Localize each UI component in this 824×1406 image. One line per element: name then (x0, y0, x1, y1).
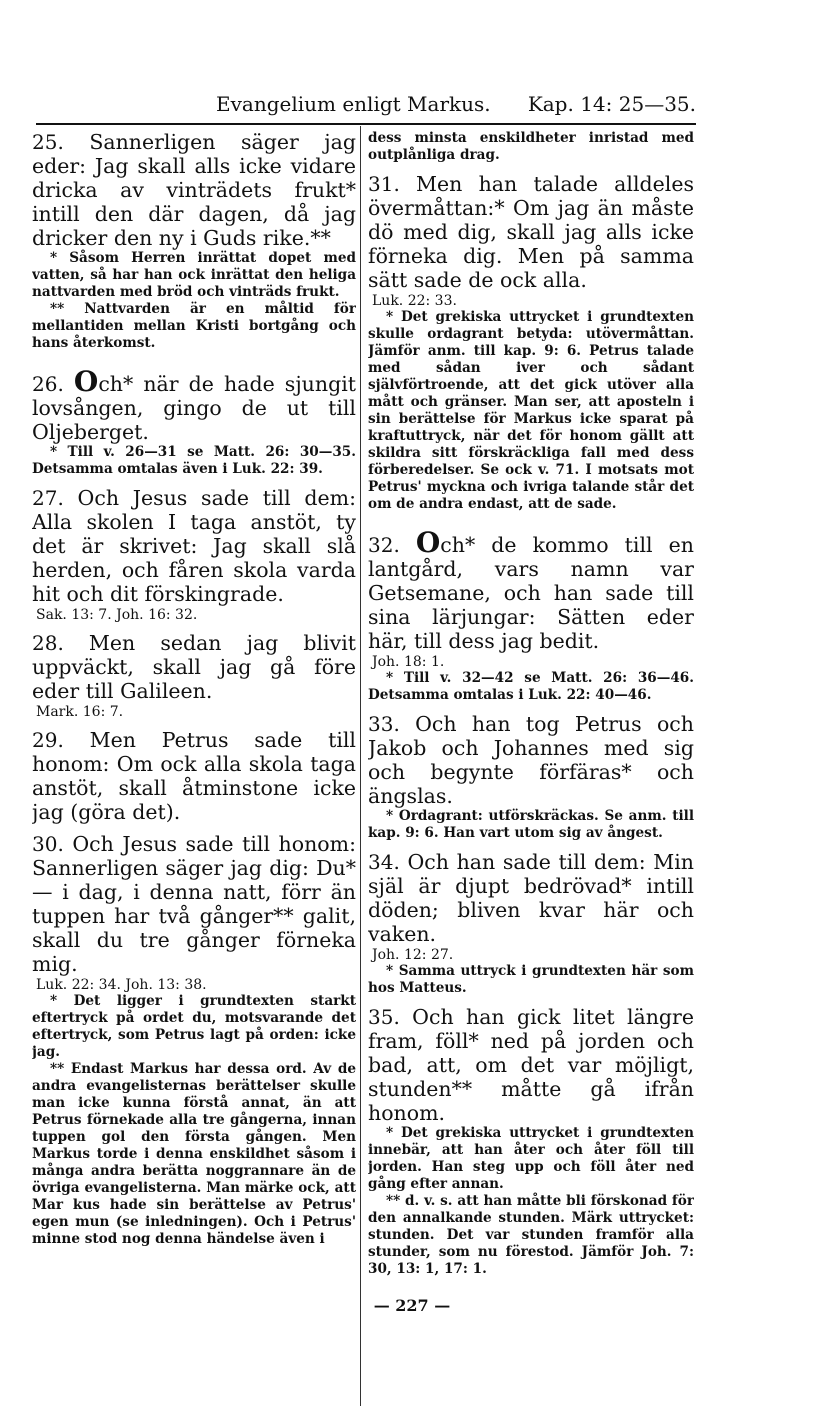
verse-number: 31. (368, 172, 400, 196)
page-number: — 227 — (373, 1296, 451, 1315)
cross-reference: Joh. 18: 1. (372, 654, 445, 670)
chapter-reference: Kap. 14: 25—35. (527, 92, 696, 116)
footnote: * Det grekiska uttrycket i grundtexten skulle ordagrant betyda: utövermåttan. Jämför anm. till kap. 9: 6. Petrus talade med sådan iver och sådant självförtroende, att det gick utöver alla mått och gränser. Man ser, att aposteln i sin berättelse för Markus icke sparat på kraftuttryck, när det för honom gällt att skildra sitt förskräckliga fall med dess förberedelser. Se ock v. 71. I motsats mot Petrus' myckna och ivriga talande står det om de andra endast, att de sade. (368, 309, 694, 512)
verse-text: Men han talade alldeles övermåttan:* Om jag än måste dö med dig, skall jag alls icke förneka dig. Men på samma sätt sade de ock alla. (368, 172, 694, 292)
verse-text: Sannerligen säger jag eder: Jag skall alls icke vidare dricka av vinträdets frukt* intill den där dagen, då jag dricker den ny i Guds rike.** (32, 130, 356, 250)
column-divider (360, 126, 361, 1406)
footnote: ** d. v. s. att han måtte bli förskonad för den annalkande stunden. Märk uttrycket: stunden. Det var stunden framför alla stunder, som nu förestod. Jämför Joh. 7: 30, 13: 1, 17: 1. (368, 1193, 694, 1277)
footnote: * Till v. 26—31 se Matt. 26: 30—35. Detsamma omtalas även i Luk. 22: 39. (32, 444, 356, 477)
verse-29 (32, 728, 356, 824)
verse-number: 29. (32, 728, 64, 752)
footnote: * Samma uttryck i grundtexten här som hos Matteus. (368, 963, 694, 996)
verse-34 (368, 850, 694, 946)
verse-text: Och han sade till dem: Min själ är djupt bedrövad* intill döden; bliven kvar här och vaken. (368, 850, 694, 946)
running-header (36, 90, 696, 124)
verse-text: Och han gick litet längre fram, föll* ned på jorden och bad, att, om det var möjligt, stunden** måtte gå ifrån honom. (368, 1005, 694, 1125)
footnote: * Ordagrant: utförskräckas. Se anm. till kap. 9: 6. Han vart utom sig av ångest. (368, 808, 694, 841)
verse-26 (32, 365, 356, 444)
left-column (32, 130, 356, 1405)
verse-text: Och Jesus sade till dem: Alla skolen I taga anstöt, ty det är skrivet: Jag skall slå herden, och fåren skola varda hit och dit förskingrade. (32, 486, 356, 606)
verse-number: 25. (32, 130, 64, 154)
verse-32 (368, 526, 694, 653)
footnote: * Det grekiska uttrycket i grundtexten innebär, att han åter och åter föll till jorden. Han steg upp och föll åter ned gång efter annan. (368, 1125, 694, 1192)
footnote: * Till v. 32—42 se Matt. 26: 36—46. Detsamma omtalas i Luk. 22: 40—46. (368, 670, 694, 703)
verse-number: 34. (368, 850, 400, 874)
verse-33 (368, 712, 694, 808)
verse-text: Men Petrus sade till honom: Om ock alla skola taga anstöt, skall åtminstone icke jag (göra det). (32, 728, 356, 824)
verse-text: ch* när de hade sjungit lovsången, gingo de ut till Oljeberget. (32, 372, 356, 444)
drop-capital: O (73, 365, 99, 398)
verse-text: Men sedan jag blivit uppväckt, skall jag gå före eder till Galileen. (32, 631, 356, 703)
cross-reference: Mark. 16: 7. (36, 704, 124, 720)
footnote: * Såsom Herren inrättat dopet med vatten, så har han ock inrättat den heliga nattvarden med bröd och vinträds frukt. (32, 250, 356, 300)
verse-35 (368, 1005, 694, 1125)
page-title: Evangelium enligt Markus. (216, 92, 491, 116)
footnote: ** Endast Markus har dessa ord. Av de andra evangelisternas berättelser skulle man icke kunna förstå annat, än att Petrus förnekade alla tre gångerna, innan tuppen gol den första gången. Men Markus torde i denna enskildhet såsom i många andra berätta noggrannare än de övriga evangelisterna. Man märke ock, att Mar kus hade sin berättelse av Petrus' egen mun (se inledningen). Och i Petrus' minne stod nog denna händelse även i (32, 1061, 356, 1247)
verse-number: 27. (32, 486, 64, 510)
cross-reference: Luk. 22: 34. Joh. 13: 38. (36, 977, 207, 993)
cross-reference: Joh. 12: 27. (372, 947, 454, 963)
drop-capital: O (415, 526, 441, 559)
verse-27 (32, 486, 356, 606)
verse-number: 35. (368, 1005, 400, 1029)
verse-text: Och han tog Petrus och Jakob och Johannes med sig och begynte förfäras* och ängslas. (368, 712, 694, 808)
footnote: ** Nattvarden är en måltid för mellantiden mellan Kristi bortgång och hans återkomst. (32, 301, 356, 351)
verse-number: 32. (368, 533, 400, 557)
right-column (368, 130, 694, 1405)
header-rule (36, 123, 696, 125)
cross-reference: Sak. 13: 7. Joh. 16: 32. (36, 607, 198, 623)
verse-31 (368, 172, 694, 292)
verse-28 (32, 631, 356, 703)
verse-number: 30. (32, 832, 64, 856)
footnote-continuation: dess minsta enskildheter inristad med outplånliga drag. (368, 130, 694, 163)
verse-text: Och Jesus sade till honom: Sannerligen säger jag dig: Du* — i dag, i denna natt, förr än tuppen har två gånger** galit, skall du tre gånger förneka mig. (32, 832, 356, 976)
verse-30 (32, 832, 356, 976)
footnote: * Det ligger i grundtexten starkt eftertryck på ordet du, motsvarande det eftertryck, som Petrus lagt på orden: icke jag. (32, 993, 356, 1060)
verse-number: 26. (32, 372, 64, 396)
verse-number: 33. (368, 712, 400, 736)
cross-reference: Luk. 22: 33. (372, 293, 457, 309)
verse-25 (32, 130, 356, 250)
verse-number: 28. (32, 631, 64, 655)
verse-text: ch* de kommo till en lantgård, vars namn var Getsemane, och han sade till sina lärjungar: Sätten eder här, till dess jag bedit. (368, 533, 694, 653)
